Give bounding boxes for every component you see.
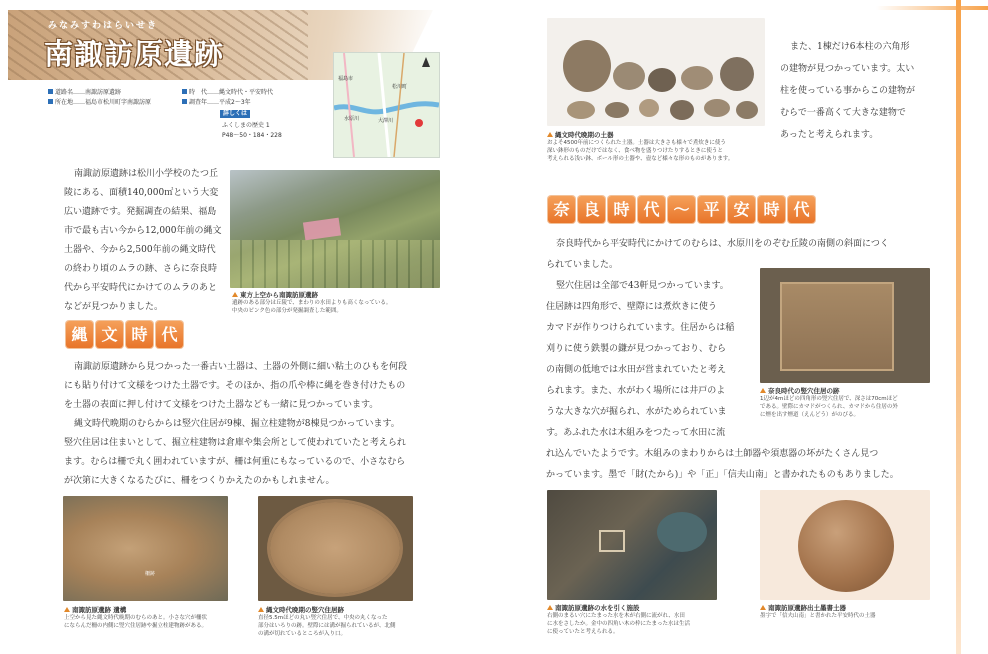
info-road-name: 道路名……南諏訪原遺跡 — [48, 88, 178, 98]
jomon-line: にも貼り付けて文様をつけた土器です。そのほか、指の爪や棒に縄を巻き付けたもの — [64, 381, 406, 391]
jomon-heading-char: 時 — [126, 321, 153, 348]
inscribed-pottery-caption-line: 墨字で「信夫山南」と書かれた平安時代の土器 — [760, 613, 876, 619]
pottery-caption-line: およそ4500年前につくられた土器。土器は大きさも様々で煮炊きに使う — [547, 140, 726, 146]
nara-line: す。あふれた水は木組みをつたって水田に流 — [546, 428, 726, 438]
site-marker-icon — [415, 119, 423, 127]
jomon-line: 竪穴住居は住まいとして、掘立柱建物は倉庫や集会所として使われていたと考えられ — [64, 438, 406, 448]
site-overview-caption-line: にならんだ柵の内側に竪穴住居跡や掘立柱建物跡がある。 — [64, 623, 208, 629]
nara-line: られていました。 — [546, 260, 619, 270]
nara-heading-char: 代 — [788, 196, 815, 223]
pit-dwelling-circle — [270, 502, 400, 594]
square-house-caption-line: 1辺が4mほどの四角形の竪穴住居で、深さは70cmほど — [760, 396, 898, 402]
nara-heading-char: 時 — [608, 196, 635, 223]
aerial-caption — [232, 290, 442, 315]
nara-closing — [546, 444, 946, 486]
corner-deco-top — [876, 6, 988, 10]
jomon-heading-char: 代 — [156, 321, 183, 348]
jomon-line: 縄文時代晩期のむらからは竪穴住居が9棟、掘立柱建物が8棟見つかっています。 — [74, 419, 400, 429]
location-map — [333, 52, 440, 158]
intro-line: 南諏訪原遺跡は松川小学校のたつ丘 — [74, 169, 219, 179]
nara-heading-char: 代 — [638, 196, 665, 223]
nara-line: れ込んでいたようです。木組みのまわりからは土師器や須恵器の坏がたくさん見つ — [546, 449, 879, 459]
square-house-caption — [760, 386, 950, 419]
site-overview-caption-title: 南諏訪原遺跡 遺構 — [72, 606, 127, 614]
info-survey-year: 調査年……平成2～3年 — [182, 98, 322, 108]
ref-line-2: P48～50・184・228 — [222, 132, 282, 139]
aerial-caption-line: 中央のピンク色の部分が発掘調査した範囲。 — [232, 308, 342, 314]
nara-heading-char: 良 — [578, 196, 605, 223]
ref-line-1: ふくしまの歴史 1 — [222, 122, 270, 129]
nara-line: の南側の低地では水田が営まれていたと考え — [546, 365, 727, 375]
square-house-photo — [760, 268, 930, 383]
nara-line: カマドが作りつけられています。住居からは稲 — [546, 323, 735, 333]
water-facility-caption-line: 右側のまるい穴にたまった水を木が右側に流がれ、水田 — [547, 613, 685, 619]
header-furigana: みなみすわはらいせき — [48, 21, 159, 31]
jomon-line: を土器の表面に押し付けて文様をつけた土器なども一緒に見つかっています。 — [64, 400, 379, 410]
jomon-heading — [66, 321, 186, 348]
intro-line: などが見つかりました。 — [64, 302, 164, 312]
pottery-caption-line: 考えられる浅い鉢、ボール形の土器や、壺など様々な形のものがあります。 — [547, 156, 734, 162]
inscribed-pottery-photo — [760, 490, 930, 600]
aerial-caption-title: 東方上空から南諏訪原遺跡 — [240, 291, 318, 299]
jomon-line: ます。むらは柵で丸く囲われていますが、柵は何重にもなっているので、小さなむら — [64, 457, 406, 467]
inscribed-pottery-caption-title: 南諏訪原遺跡出土墨書土器 — [768, 604, 846, 612]
square-house-pit — [780, 282, 894, 371]
jomon-line: が次第に大きくなるたびに、柵をつくりかえたのかもしれません。 — [64, 476, 335, 486]
info-period: 時 代……縄文時代・平安時代 — [182, 88, 322, 98]
info-left — [48, 88, 178, 108]
aerial-photo — [230, 170, 440, 288]
map-label-city: 福島市 — [338, 76, 354, 82]
water-facility-caption — [547, 603, 742, 636]
fence-tag: 柵跡 — [145, 571, 156, 577]
info-right — [182, 88, 322, 108]
pottery-photo — [547, 18, 765, 126]
hexagon-line: 柱を使っている事からこの建物が — [780, 86, 916, 96]
nara-line: 住居跡は四角形で、壁際には煮炊きに使う — [546, 302, 717, 312]
hexagon-line: の建物が見つかっています。太い — [780, 64, 915, 74]
intro-line: 広い遺跡です。発掘調査の結果、福島 — [64, 207, 217, 217]
nara-heading-char: 平 — [698, 196, 725, 223]
nara-line: られます。また、水がわく場所には井戸のよ — [546, 386, 726, 396]
page-title: 南諏訪原遺跡 — [44, 37, 225, 71]
ref-badge: 詳しくは — [220, 110, 250, 118]
pottery-graphic — [547, 18, 765, 126]
jomon-text — [64, 358, 444, 491]
hexagon-building-text — [780, 36, 950, 146]
field-grid — [230, 240, 440, 288]
map-label-river-2: 水原川 — [344, 116, 360, 122]
nara-line: 刈りに使う鉄製の鎌が見つかっており、むら — [546, 344, 727, 354]
wooden-frame — [599, 530, 625, 552]
water-facility-caption-line: に水をさしたか。金中の四角い木の枠にたまった水は生活 — [547, 621, 691, 627]
intro-line: の終わり頃のムラの跡、さらに奈良時 — [64, 264, 218, 274]
water-facility-caption-line: に使っていたと考えられる。 — [547, 629, 619, 635]
pit-dwelling-caption-title: 縄文時代晩期の竪穴住居跡 — [266, 606, 344, 614]
jomon-line: 南諏訪原遺跡から見つかった一番古い土器は、土器の外側に細い粘土のひもを何段 — [74, 362, 408, 372]
pit-dwelling-caption-line: 部分はいろりの跡。壁際には溝が掘られているが、北側 — [258, 623, 396, 629]
water-pool — [657, 512, 707, 552]
pit-dwelling-caption — [258, 605, 438, 638]
intro-line: 陵にある、面積140,000㎡という大変 — [64, 188, 219, 198]
nara-heading-char: 時 — [758, 196, 785, 223]
intro-line: 市で最も古い今から12,000年前の縄文 — [64, 226, 222, 236]
intro-text — [64, 165, 229, 317]
jomon-heading-char: 縄 — [66, 321, 93, 348]
hexagon-line: また、1棟だけ6本柱の六角形 — [790, 42, 910, 52]
nara-heading-char: 奈 — [548, 196, 575, 223]
info-location: 所在地……福島市松川町字南諏訪原 — [48, 98, 178, 108]
pottery-caption-title: 縄文時代晩期の土器 — [555, 131, 614, 139]
nara-line: うな大きな穴が掘られ、水がためられていま — [546, 407, 727, 417]
pit-dwelling-caption-line: 直径5.5mほどの丸い竪穴住居で、中央の丸くなった — [258, 615, 388, 621]
aerial-caption-line: 遺跡のある部分は丘陵で、まわりの水田よりも高くなっている。 — [232, 300, 392, 306]
map-label-river-1: 大澤川 — [378, 118, 394, 124]
map-label-town: 松川町 — [392, 84, 408, 90]
water-facility-photo — [547, 490, 717, 600]
nara-column — [546, 276, 751, 444]
square-house-caption-title: 奈良時代の竪穴住居の跡 — [768, 387, 840, 395]
nara-line: かっています。墨で「財(たから)」や「正」「信夫山南」と書かれたものもありました。 — [546, 470, 899, 480]
survey-area — [303, 218, 341, 241]
hexagon-line: あったと考えられます。 — [780, 130, 879, 140]
square-house-caption-line: である。壁際にカマドがつくられ、カマドから住居の外 — [760, 404, 898, 410]
pit-dwelling-caption-line: の溝が切れているところが入り口。 — [258, 631, 347, 637]
nara-heading — [548, 196, 818, 223]
intro-line: 土器や、今から2,500年前の縄文時代 — [64, 245, 216, 255]
corner-deco-vertical — [956, 0, 961, 654]
water-facility-caption-title: 南諏訪原遺跡の水を引く施設 — [555, 604, 640, 612]
jomon-heading-char: 文 — [96, 321, 123, 348]
square-house-caption-line: に煙を出す煙道（えんどう）がのびる。 — [760, 412, 860, 418]
nara-heading-char: ～ — [668, 196, 695, 223]
nara-heading-char: 安 — [728, 196, 755, 223]
site-overview-caption-line: 上空から見た縄文時代晩期のむらのあと。小さな穴が柵状 — [64, 615, 208, 621]
pit-dwelling-photo — [258, 496, 413, 601]
pottery-caption — [547, 130, 782, 163]
site-overview-photo — [63, 496, 228, 601]
hexagon-line: むらで一番高くて大きな建物で — [780, 108, 906, 118]
map-graphic — [334, 53, 439, 157]
inscribed-pottery-caption — [760, 603, 950, 620]
pottery-caption-line: 深い鉢形のものだけではなく、食べ物を盛りつけたりするときに使うと — [547, 148, 723, 154]
nara-line: 奈良時代から平安時代にかけてのむらは、水原川をのぞむ丘陵の南側の斜面につく — [556, 239, 889, 249]
nara-line: 竪穴住居は全部で43軒見つかっています。 — [556, 281, 729, 291]
intro-line: 代から平安時代にかけてのムラのあと — [64, 283, 218, 293]
site-overview-caption — [64, 605, 234, 630]
inscribed-bowl — [798, 500, 894, 592]
